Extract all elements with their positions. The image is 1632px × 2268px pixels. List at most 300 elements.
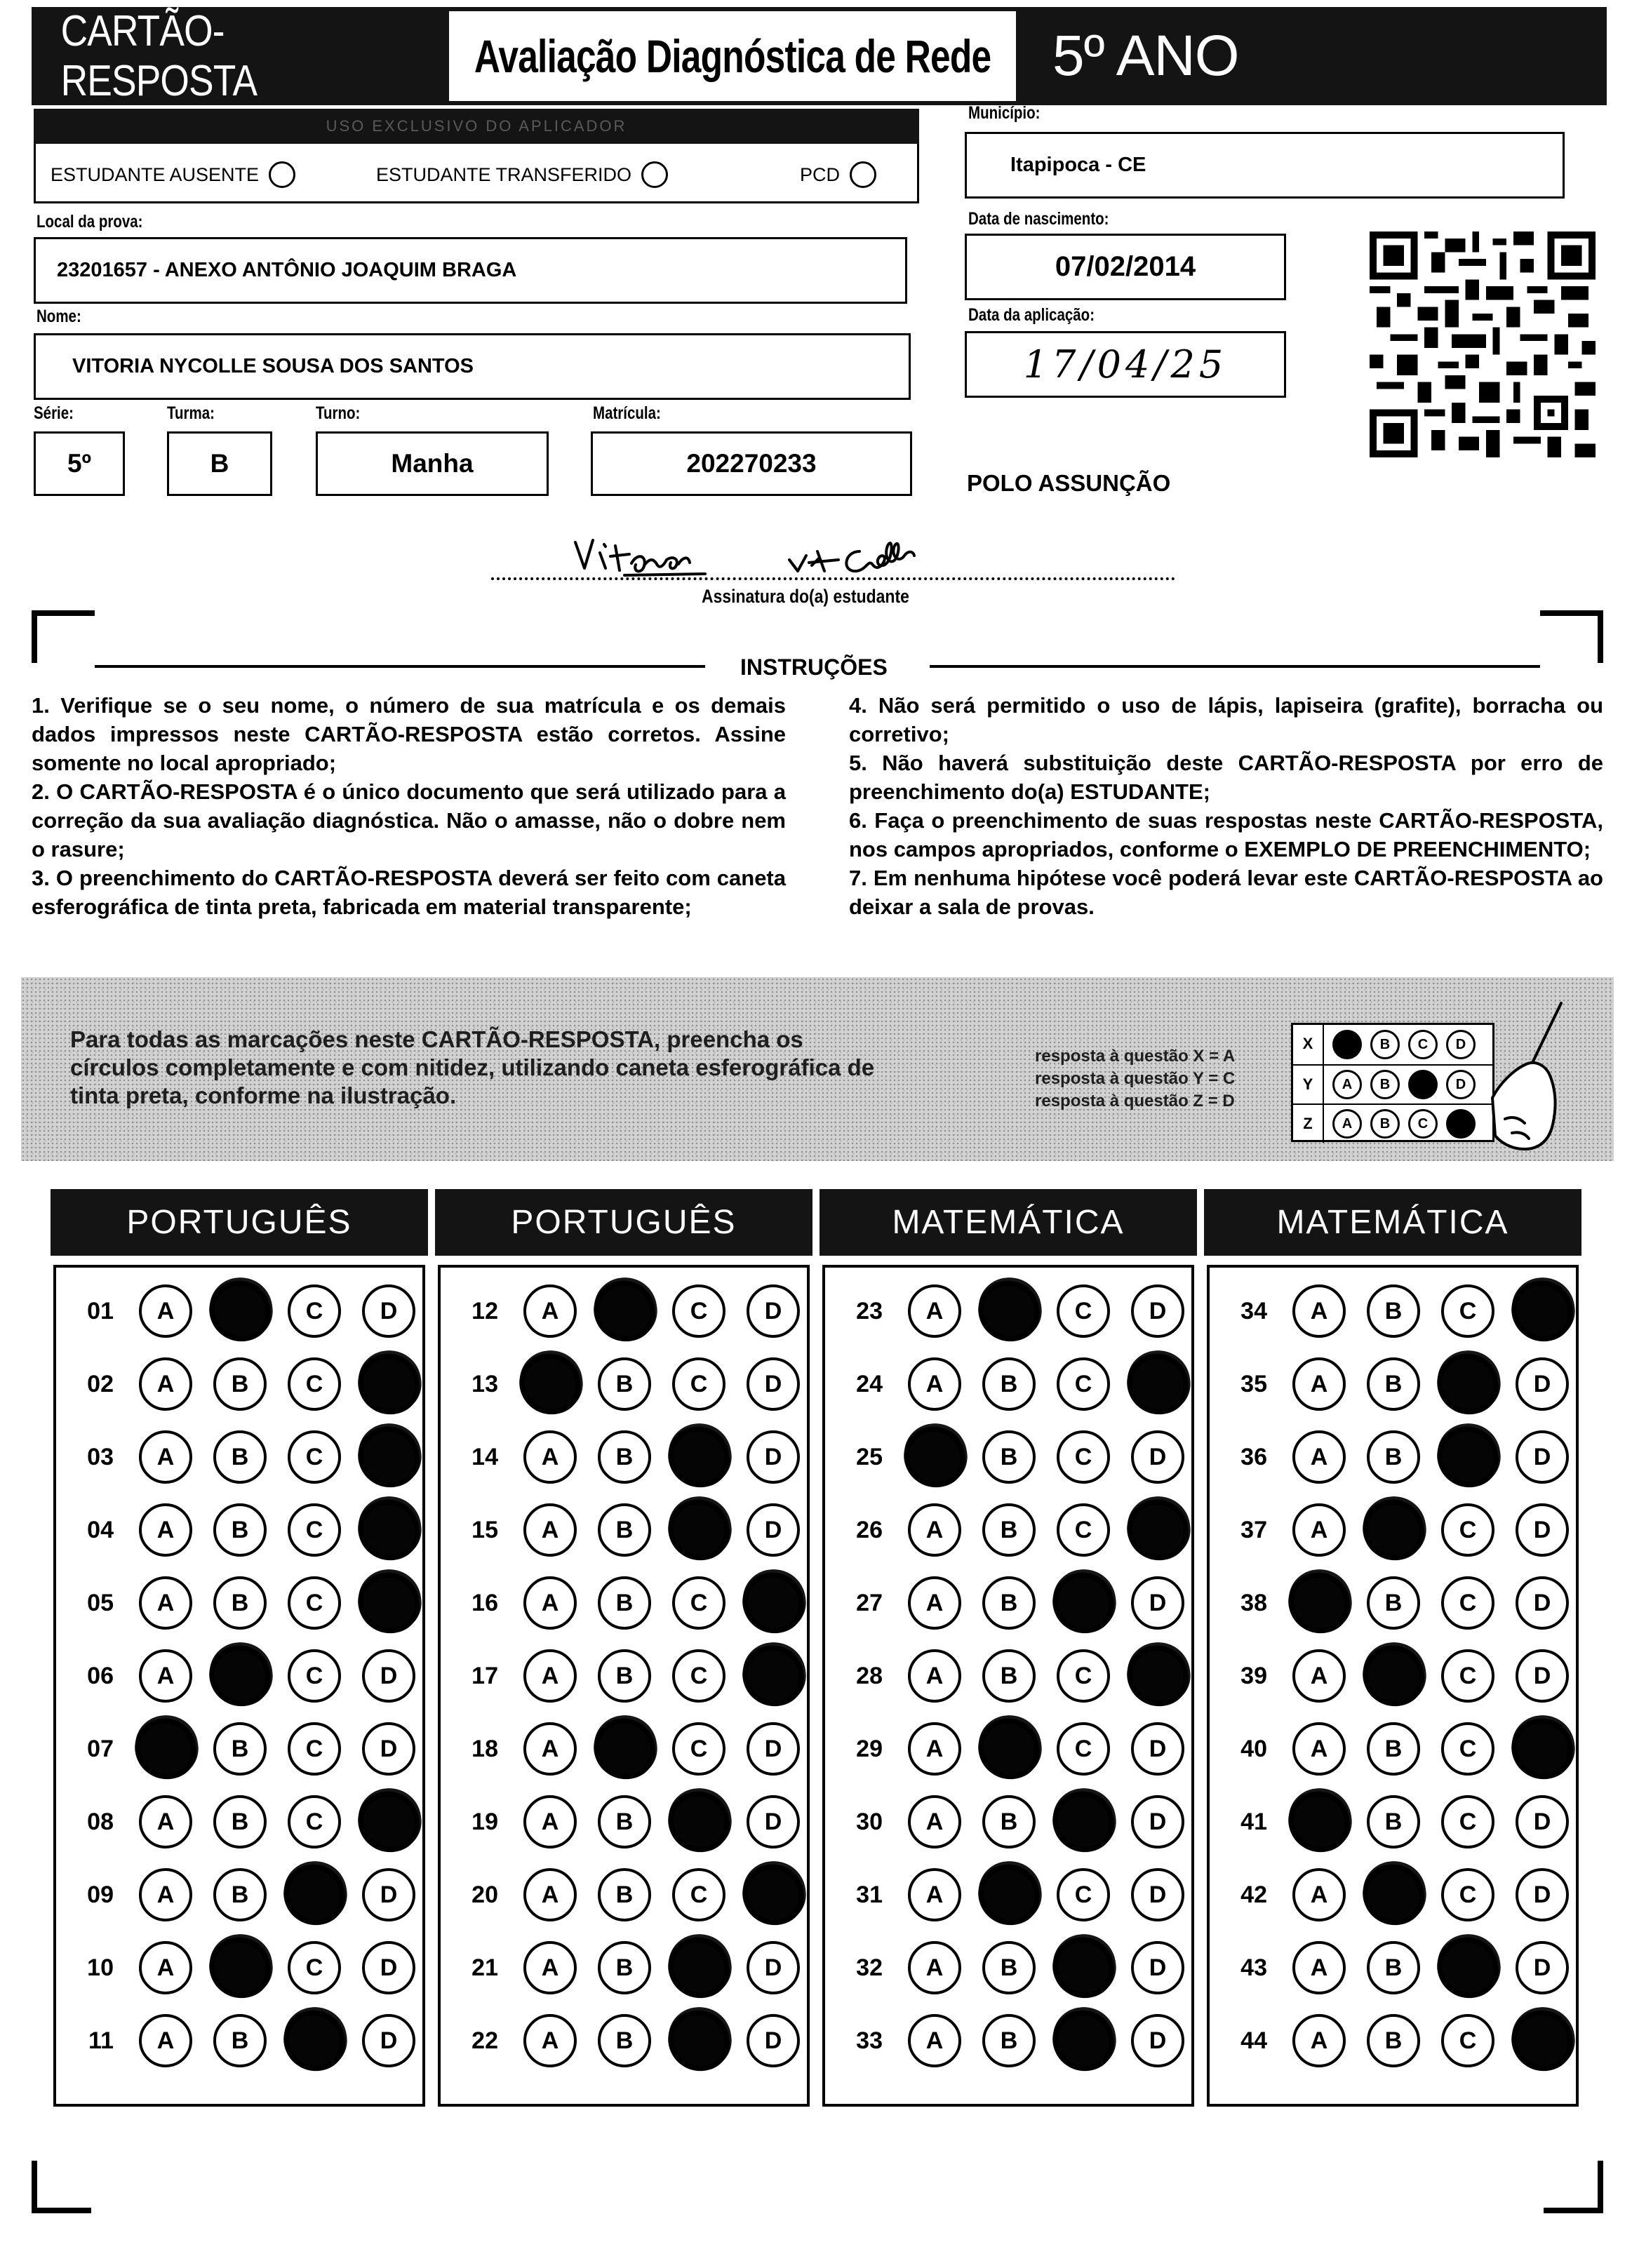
example-bubble: A — [1332, 1109, 1362, 1139]
example-bubble: C — [1408, 1030, 1438, 1059]
answer-bubble-b[interactable]: B — [213, 1503, 267, 1557]
question-row — [441, 1275, 807, 1348]
answer-bubble-a[interactable]: A — [139, 1430, 192, 1484]
answer-bubble-c[interactable]: C — [288, 1795, 341, 1848]
answer-bubble-c[interactable]: C — [672, 1357, 725, 1411]
question-row — [1210, 1931, 1576, 2004]
answer-bubble-c[interactable] — [667, 2009, 731, 2073]
question-number: 17 — [471, 1662, 498, 1689]
answer-bubble-b[interactable]: B — [213, 1576, 267, 1630]
example-legend-item: resposta à questão X = A — [1035, 1047, 1236, 1066]
answer-bubble-b[interactable]: B — [213, 1357, 267, 1411]
answer-bubble-b[interactable] — [208, 1936, 272, 2000]
question-number: 39 — [1240, 1662, 1267, 1689]
student-signature — [495, 525, 1126, 591]
question-row — [825, 1712, 1191, 1785]
local-field: 23201657 - ANEXO ANTÔNIO JOAQUIM BRAGA — [34, 237, 907, 304]
question-number: 32 — [856, 1954, 883, 1981]
answer-bubble-b[interactable] — [208, 1644, 272, 1708]
answer-bubble-a[interactable]: A — [523, 1284, 577, 1338]
card-title: CARTÃO-RESPOSTA — [60, 7, 257, 105]
answer-bubble-a[interactable]: A — [908, 1722, 961, 1776]
answer-bubble-c[interactable]: C — [672, 1649, 725, 1703]
answer-bubble-c[interactable]: C — [1441, 1795, 1494, 1848]
answer-bubble-b[interactable]: B — [598, 1868, 651, 1921]
qr-code-icon — [1370, 232, 1596, 457]
answer-panel-matematica-2 — [1207, 1265, 1579, 2107]
question-number: 40 — [1240, 1735, 1267, 1762]
question-number: 05 — [87, 1589, 114, 1616]
answer-bubble-a[interactable]: A — [139, 1503, 192, 1557]
answer-bubble-b[interactable]: B — [598, 1649, 651, 1703]
answer-bubble-a[interactable] — [134, 1717, 198, 1781]
question-number: 31 — [856, 1881, 883, 1908]
answer-bubble-b[interactable] — [977, 1280, 1041, 1343]
serie-label: Série: — [34, 403, 74, 423]
answer-bubble-b[interactable] — [1362, 1498, 1426, 1562]
example-bubble: A — [1332, 1070, 1362, 1099]
answer-bubble-d[interactable]: D — [747, 1357, 800, 1411]
answer-bubble-a[interactable]: A — [139, 1649, 192, 1703]
answer-bubble-d[interactable]: D — [362, 2014, 415, 2067]
question-row — [825, 1494, 1191, 1566]
question-row — [1210, 1421, 1576, 1494]
question-number: 35 — [1240, 1370, 1267, 1397]
answer-bubble-a[interactable] — [903, 1425, 967, 1489]
question-row — [1210, 1275, 1576, 1348]
answer-bubble-c[interactable] — [1436, 1425, 1500, 1489]
answer-bubble-c[interactable]: C — [1441, 1868, 1494, 1921]
example-question-label: X — [1293, 1025, 1324, 1064]
answer-bubble-c[interactable]: C — [288, 1941, 341, 1994]
subject-header: PORTUGUÊS — [435, 1189, 812, 1256]
answer-bubble-a[interactable]: A — [1292, 1649, 1346, 1703]
answer-bubble-c[interactable]: C — [288, 1503, 341, 1557]
instruction-item: 2. O CARTÃO-RESPOSTA é o único documento que será utilizado para a correção da sua avaliação diagnóstica. Não o amasse, não o dobre nem o rasure; — [32, 779, 786, 861]
question-row — [56, 1494, 422, 1566]
transferred-option[interactable] — [376, 161, 668, 188]
answer-bubble-a[interactable]: A — [1292, 1357, 1346, 1411]
question-number: 02 — [87, 1370, 114, 1397]
answer-bubble-d[interactable] — [1126, 1644, 1190, 1708]
answer-bubble-d[interactable]: D — [1131, 1576, 1184, 1630]
question-row — [441, 1348, 807, 1421]
question-number: 13 — [471, 1370, 498, 1397]
answer-bubble-d[interactable]: D — [1516, 1576, 1569, 1630]
answer-bubble-c[interactable]: C — [1057, 1868, 1110, 1921]
absent-option[interactable] — [51, 161, 295, 188]
answer-bubble-b[interactable]: B — [598, 1357, 651, 1411]
question-row — [1210, 1494, 1576, 1566]
answer-bubble-d[interactable]: D — [747, 1795, 800, 1848]
question-number: 08 — [87, 1808, 114, 1835]
question-number: 25 — [856, 1443, 883, 1470]
corner-mark-tr — [1540, 610, 1603, 663]
absent-label: ESTUDANTE AUSENTE — [51, 163, 260, 185]
answer-bubble-c[interactable]: C — [1441, 1284, 1494, 1338]
question-number: 11 — [88, 2027, 114, 2054]
answer-bubble-a[interactable]: A — [1292, 1722, 1346, 1776]
answer-bubble-b[interactable]: B — [213, 1868, 267, 1921]
answer-bubble-b[interactable]: B — [1367, 1284, 1420, 1338]
answer-bubble-a[interactable]: A — [523, 1576, 577, 1630]
local-label: Local da prova: — [36, 212, 143, 232]
answer-bubble-c[interactable]: C — [1441, 1722, 1494, 1776]
question-number: 30 — [856, 1808, 883, 1835]
answer-bubble-c[interactable]: C — [1057, 1722, 1110, 1776]
answer-bubble-a[interactable] — [1287, 1790, 1351, 1854]
answer-bubble-c[interactable]: C — [672, 1284, 725, 1338]
example-grid — [1291, 1023, 1494, 1142]
answer-bubble-a[interactable]: A — [139, 1576, 192, 1630]
answer-bubble-a[interactable]: A — [908, 1649, 961, 1703]
example-bubble: D — [1446, 1070, 1476, 1099]
corner-mark-bl — [32, 2161, 91, 2213]
answer-bubble-a[interactable]: A — [1292, 1284, 1346, 1338]
birth-field: 07/02/2014 — [965, 234, 1286, 300]
answer-bubble-d[interactable] — [1511, 1717, 1574, 1781]
answer-bubble-a[interactable]: A — [1292, 1868, 1346, 1921]
answer-bubble-d[interactable]: D — [1516, 1357, 1569, 1411]
answer-bubble-d[interactable]: D — [1516, 1868, 1569, 1921]
answer-bubble-a[interactable]: A — [139, 1284, 192, 1338]
name-label: Nome: — [36, 307, 81, 326]
answer-bubble-d[interactable]: D — [747, 1284, 800, 1338]
answer-bubble-b[interactable] — [977, 1717, 1041, 1781]
answer-bubble-a[interactable]: A — [908, 1941, 961, 1994]
answer-bubble-b[interactable]: B — [982, 2014, 1036, 2067]
answer-bubble-c[interactable]: C — [288, 1284, 341, 1338]
question-row — [825, 2004, 1191, 2077]
question-row — [441, 1712, 807, 1785]
example-row — [1293, 1103, 1492, 1143]
answer-bubble-d[interactable]: D — [1131, 1722, 1184, 1776]
instruction-item: 1. Verifique se o seu nome, o número de sua matrícula e os demais dados impressos neste CARTÃO-RESPOSTA estão corretos. Assine somente no local apropriado; — [32, 693, 786, 775]
answer-bubble-c[interactable]: C — [1057, 1430, 1110, 1484]
grade-label: 5º ANO — [1052, 24, 1239, 88]
answer-bubble-d[interactable] — [357, 1353, 421, 1416]
question-number: 24 — [856, 1370, 883, 1397]
answer-bubble-b[interactable] — [208, 1280, 272, 1343]
answer-bubble-d[interactable]: D — [1131, 1795, 1184, 1848]
question-number: 20 — [471, 1881, 498, 1908]
answer-bubble-b[interactable] — [977, 1863, 1041, 1927]
transferred-radio[interactable] — [641, 161, 668, 188]
answer-bubble-d[interactable]: D — [1516, 1941, 1569, 1994]
answer-bubble-d[interactable]: D — [747, 1941, 800, 1994]
answer-bubble-b[interactable]: B — [982, 1430, 1036, 1484]
question-row — [56, 1858, 422, 1931]
answer-bubble-b[interactable]: B — [1367, 1576, 1420, 1630]
answer-bubble-b[interactable]: B — [1367, 1941, 1420, 1994]
answer-bubble-c[interactable]: C — [288, 1357, 341, 1411]
answer-bubble-d[interactable] — [357, 1498, 421, 1562]
answer-bubble-b[interactable] — [1362, 1863, 1426, 1927]
answer-bubble-c[interactable]: C — [288, 1576, 341, 1630]
answer-bubble-a[interactable] — [1287, 1571, 1351, 1635]
answer-bubble-d[interactable]: D — [747, 1722, 800, 1776]
corner-mark-tl — [32, 610, 95, 663]
question-number: 12 — [471, 1297, 498, 1324]
question-number: 36 — [1240, 1443, 1267, 1470]
question-number: 43 — [1240, 1954, 1267, 1981]
question-row — [825, 1421, 1191, 1494]
answer-bubble-b[interactable]: B — [982, 1576, 1036, 1630]
example-bubble: B — [1370, 1030, 1400, 1059]
answer-bubble-d[interactable]: D — [1516, 1795, 1569, 1848]
answer-bubble-d[interactable] — [357, 1790, 421, 1854]
answer-bubble-c[interactable] — [667, 1790, 731, 1854]
answer-bubble-d[interactable]: D — [362, 1868, 415, 1921]
question-number: 04 — [87, 1516, 114, 1543]
question-row — [1210, 1858, 1576, 1931]
answer-bubble-c[interactable] — [667, 1936, 731, 2000]
answer-bubble-d[interactable]: D — [362, 1284, 415, 1338]
answer-bubble-a[interactable]: A — [908, 1503, 961, 1557]
answer-bubble-a[interactable]: A — [523, 2014, 577, 2067]
instructions-rule-right — [930, 665, 1540, 668]
answer-bubble-a[interactable]: A — [523, 1649, 577, 1703]
birth-label: Data de nascimento: — [968, 209, 1109, 229]
question-row — [825, 1566, 1191, 1639]
answer-bubble-b[interactable] — [593, 1717, 657, 1781]
matricula-field: 202270233 — [591, 431, 912, 496]
answer-bubble-a[interactable]: A — [908, 1357, 961, 1411]
question-number: 29 — [856, 1735, 883, 1762]
answer-bubble-d[interactable]: D — [1131, 2014, 1184, 2067]
answer-bubble-c[interactable] — [1052, 1936, 1116, 2000]
answer-bubble-a[interactable]: A — [523, 1503, 577, 1557]
answer-bubble-d[interactable]: D — [1516, 1430, 1569, 1484]
answer-bubble-a[interactable]: A — [908, 1576, 961, 1630]
answer-bubble-c[interactable]: C — [1441, 2014, 1494, 2067]
question-number: 18 — [471, 1735, 498, 1762]
question-row — [441, 1858, 807, 1931]
question-number: 10 — [87, 1954, 114, 1981]
answer-bubble-b[interactable]: B — [1367, 2014, 1420, 2067]
answer-bubble-c[interactable] — [283, 2009, 347, 2073]
answer-bubble-b[interactable]: B — [1367, 1357, 1420, 1411]
answer-bubble-a[interactable]: A — [908, 1868, 961, 1921]
answer-bubble-a[interactable]: A — [139, 2014, 192, 2067]
answer-bubble-c[interactable]: C — [672, 1576, 725, 1630]
answer-bubble-b[interactable]: B — [982, 1649, 1036, 1703]
question-number: 27 — [856, 1589, 883, 1616]
answer-bubble-a[interactable]: A — [139, 1357, 192, 1411]
answer-bubble-d[interactable]: D — [1131, 1284, 1184, 1338]
question-row — [441, 2004, 807, 2077]
answer-bubble-a[interactable]: A — [1292, 1941, 1346, 1994]
question-row — [56, 1785, 422, 1858]
answer-bubble-c[interactable]: C — [672, 1722, 725, 1776]
answer-bubble-d[interactable]: D — [1516, 1649, 1569, 1703]
absent-radio[interactable] — [269, 161, 295, 188]
question-number: 42 — [1240, 1881, 1267, 1908]
pcd-option[interactable] — [800, 161, 876, 188]
answer-bubble-b[interactable]: B — [982, 1795, 1036, 1848]
answer-bubble-c[interactable] — [1436, 1936, 1500, 2000]
pcd-label: PCD — [800, 163, 841, 185]
answer-bubble-a[interactable]: A — [523, 1868, 577, 1921]
answer-bubble-b[interactable] — [1362, 1644, 1426, 1708]
question-number: 38 — [1240, 1589, 1267, 1616]
answer-bubble-a[interactable]: A — [139, 1868, 192, 1921]
answer-bubble-b[interactable]: B — [598, 1576, 651, 1630]
question-number: 19 — [471, 1808, 498, 1835]
answer-bubble-c[interactable]: C — [1441, 1649, 1494, 1703]
question-row — [1210, 1712, 1576, 1785]
answer-bubble-c[interactable]: C — [672, 1868, 725, 1921]
example-legend-item: resposta à questão Z = D — [1035, 1092, 1235, 1110]
app-date-field: 17/04/25 — [965, 331, 1286, 398]
polo-label: POLO ASSUNÇÃO — [967, 470, 1171, 496]
answer-bubble-b[interactable]: B — [982, 1357, 1036, 1411]
answer-bubble-d[interactable] — [1511, 1280, 1574, 1343]
answer-bubble-d[interactable]: D — [1516, 1503, 1569, 1557]
answer-bubble-d[interactable]: D — [1131, 1941, 1184, 1994]
answer-bubble-c[interactable]: C — [288, 1430, 341, 1484]
example-question-label: Z — [1293, 1105, 1324, 1143]
signature-line — [491, 577, 1175, 580]
instructions-right-column — [849, 691, 1603, 921]
answer-bubble-c[interactable] — [1052, 1571, 1116, 1635]
evaluation-title — [449, 11, 1016, 101]
question-number: 01 — [87, 1297, 114, 1324]
answer-bubble-b[interactable]: B — [213, 1795, 267, 1848]
answer-bubble-d[interactable] — [742, 1644, 805, 1708]
answer-bubble-c[interactable]: C — [1441, 1503, 1494, 1557]
answer-bubble-d[interactable]: D — [362, 1722, 415, 1776]
pcd-radio[interactable] — [850, 161, 876, 188]
answer-bubble-c[interactable] — [1436, 1353, 1500, 1416]
answer-bubble-c[interactable]: C — [1057, 1649, 1110, 1703]
question-number: 23 — [856, 1297, 883, 1324]
transferred-label: ESTUDANTE TRANSFERIDO — [376, 163, 632, 185]
example-text: Para todas as marcações neste CARTÃO-RESPOSTA, preencha os círculos completamente e com nitidez, utilizando caneta esferográfica de tinta preta, conforme na ilustração. — [70, 1026, 875, 1108]
answer-bubble-c[interactable] — [1052, 1790, 1116, 1854]
answer-bubble-d[interactable]: D — [1131, 1868, 1184, 1921]
answer-bubble-b[interactable]: B — [1367, 1722, 1420, 1776]
example-bubble: A — [1332, 1030, 1362, 1059]
answer-bubble-a[interactable]: A — [1292, 1430, 1346, 1484]
answer-bubble-b[interactable]: B — [213, 1722, 267, 1776]
question-number: 16 — [471, 1589, 498, 1616]
answer-bubble-b[interactable]: B — [598, 1795, 651, 1848]
question-row — [825, 1858, 1191, 1931]
answer-bubble-a[interactable]: A — [1292, 1503, 1346, 1557]
applicator-bar: USO EXCLUSIVO DO APLICADOR — [34, 109, 919, 144]
answer-bubble-a[interactable]: A — [523, 1795, 577, 1848]
answer-bubble-c[interactable]: C — [288, 1722, 341, 1776]
question-row — [825, 1275, 1191, 1348]
question-number: 44 — [1240, 2027, 1267, 2054]
question-row — [56, 1712, 422, 1785]
answer-bubble-a[interactable]: A — [1292, 2014, 1346, 2067]
answer-bubble-c[interactable]: C — [1057, 1503, 1110, 1557]
answer-bubble-d[interactable]: D — [362, 1649, 415, 1703]
answer-bubble-c[interactable] — [1052, 2009, 1116, 2073]
question-number: 09 — [87, 1881, 114, 1908]
question-number: 33 — [856, 2027, 883, 2054]
answer-bubble-a[interactable]: A — [908, 2014, 961, 2067]
question-row — [1210, 1348, 1576, 1421]
answer-bubble-a[interactable]: A — [523, 1430, 577, 1484]
question-row — [441, 1931, 807, 2004]
answer-bubble-a[interactable]: A — [139, 1795, 192, 1848]
question-row — [56, 1566, 422, 1639]
turma-label: Turma: — [167, 403, 215, 423]
question-number: 15 — [471, 1516, 498, 1543]
answer-bubble-d[interactable]: D — [362, 1941, 415, 1994]
question-row — [56, 1421, 422, 1494]
instruction-item: 5. Não haverá substituição deste CARTÃO-RESPOSTA por erro de preenchimento do(a) ESTUDANTE; — [849, 751, 1603, 804]
answer-bubble-a[interactable]: A — [523, 1722, 577, 1776]
answer-bubble-d[interactable] — [357, 1425, 421, 1489]
answer-bubble-d[interactable] — [1126, 1353, 1190, 1416]
answer-bubble-b[interactable] — [593, 1280, 657, 1343]
answer-bubble-b[interactable]: B — [598, 1941, 651, 1994]
answer-bubble-b[interactable]: B — [1367, 1430, 1420, 1484]
answer-bubble-c[interactable]: C — [288, 1649, 341, 1703]
question-number: 41 — [1240, 1808, 1267, 1835]
question-row — [1210, 2004, 1576, 2077]
evaluation-title-text: Avaliação Diagnóstica de Rede — [474, 30, 991, 82]
instruction-item: 7. Em nenhuma hipótese você poderá levar este CARTÃO-RESPOSTA ao deixar a sala de provas. — [849, 866, 1603, 919]
answer-bubble-a[interactable]: A — [908, 1284, 961, 1338]
question-row — [1210, 1566, 1576, 1639]
example-bubble: C — [1408, 1109, 1438, 1139]
question-row — [441, 1785, 807, 1858]
answer-bubble-d[interactable] — [357, 1571, 421, 1635]
answer-bubble-b[interactable]: B — [982, 1941, 1036, 1994]
answer-bubble-c[interactable] — [667, 1425, 731, 1489]
answer-bubble-a[interactable] — [519, 1353, 582, 1416]
answer-bubble-c[interactable] — [667, 1498, 731, 1562]
answer-bubble-d[interactable] — [742, 1863, 805, 1927]
answer-bubble-b[interactable]: B — [598, 1430, 651, 1484]
answer-bubble-b[interactable]: B — [598, 1503, 651, 1557]
example-bubble: D — [1446, 1109, 1476, 1139]
answer-bubble-c[interactable]: C — [1441, 1576, 1494, 1630]
answer-bubble-c[interactable]: C — [1057, 1284, 1110, 1338]
answer-bubble-d[interactable]: D — [747, 1430, 800, 1484]
answer-bubble-d[interactable] — [742, 1571, 805, 1635]
answer-bubble-a[interactable]: A — [139, 1941, 192, 1994]
question-number: 21 — [471, 1954, 498, 1981]
answer-bubble-b[interactable]: B — [213, 1430, 267, 1484]
answer-bubble-b[interactable]: B — [598, 2014, 651, 2067]
answer-bubble-d[interactable]: D — [747, 1503, 800, 1557]
answer-bubble-b[interactable]: B — [213, 2014, 267, 2067]
answer-panel-portugues-1 — [53, 1265, 425, 2107]
answer-bubble-c[interactable] — [283, 1863, 347, 1927]
answer-bubble-d[interactable] — [1511, 2009, 1574, 2073]
answer-bubble-a[interactable]: A — [523, 1941, 577, 1994]
answer-bubble-a[interactable]: A — [908, 1795, 961, 1848]
question-number: 34 — [1240, 1297, 1267, 1324]
answer-bubble-d[interactable]: D — [747, 2014, 800, 2067]
answer-bubble-b[interactable]: B — [1367, 1795, 1420, 1848]
example-question-label: Y — [1293, 1066, 1324, 1103]
answer-bubble-c[interactable]: C — [1057, 1357, 1110, 1411]
answer-bubble-b[interactable]: B — [982, 1503, 1036, 1557]
question-row — [56, 2004, 422, 2077]
answer-bubble-d[interactable] — [1126, 1498, 1190, 1562]
question-row — [56, 1639, 422, 1712]
instruction-item: 4. Não será permitido o uso de lápis, lapiseira (grafite), borracha ou corretivo; — [849, 693, 1603, 746]
question-row — [441, 1421, 807, 1494]
answer-bubble-d[interactable]: D — [1131, 1430, 1184, 1484]
